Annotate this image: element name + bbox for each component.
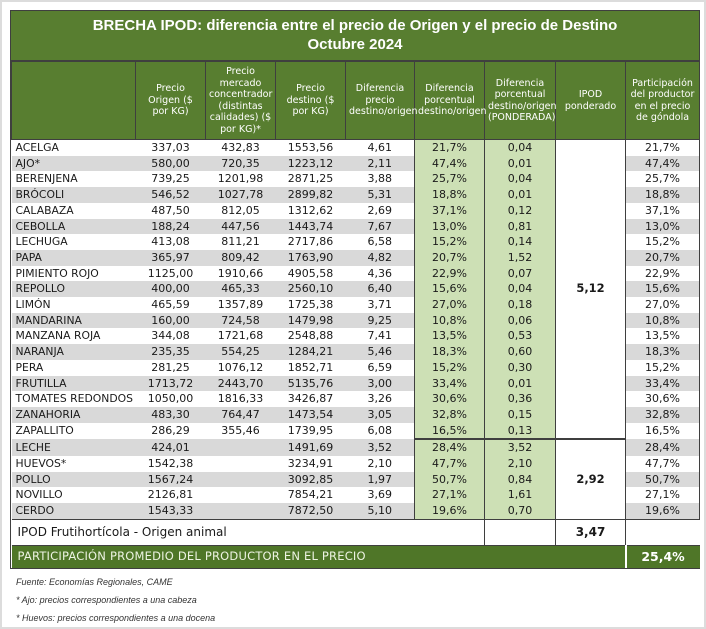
cell-dif_precio: 4,61 <box>346 140 415 156</box>
col-header-precio-destino: Precio destino ($ por KG) <box>276 62 346 140</box>
cell-dif_pct: 18,3% <box>415 344 485 360</box>
cell-dif_pct: 13,0% <box>415 219 485 235</box>
cell-destino: 3092,85 <box>276 472 346 488</box>
cell-dif_pct: 37,1% <box>415 203 485 219</box>
footnote-huevos: * Huevos: precios correspondientes a una docena <box>16 613 216 623</box>
cell-mercado: 1721,68 <box>206 328 276 344</box>
table-row <box>12 376 700 392</box>
cell-dif_pct_pond: 0,60 <box>485 344 556 360</box>
corner-cell <box>12 62 136 140</box>
cell-name: LECHUGA <box>12 234 136 250</box>
cell-participacion: 13,5% <box>626 328 700 344</box>
cell-destino: 3234,91 <box>276 456 346 472</box>
cell-participacion: 25,7% <box>626 171 700 187</box>
cell-mercado <box>206 472 276 488</box>
cell-destino: 1852,71 <box>276 360 346 376</box>
participation-bar-label: PARTICIPACIÓN PROMEDIO DEL PRODUCTOR EN EL PRECIO <box>12 545 626 568</box>
cell-ipod <box>556 313 626 329</box>
cell-ipod <box>556 219 626 235</box>
cell-origen: 344,08 <box>136 328 206 344</box>
participation-bar-value: 25,4% <box>626 545 700 568</box>
cell-participacion: 32,8% <box>626 407 700 423</box>
cell-mercado: 447,56 <box>206 219 276 235</box>
cell-dif_pct: 15,2% <box>415 360 485 376</box>
table-row <box>12 472 700 488</box>
cell-destino: 1312,62 <box>276 203 346 219</box>
cell-ipod <box>556 297 626 313</box>
cell-dif_precio: 5,46 <box>346 344 415 360</box>
cell-name: PIMIENTO ROJO <box>12 266 136 282</box>
cell-dif_pct: 30,6% <box>415 391 485 407</box>
cell-ipod <box>556 234 626 250</box>
cell-name: MANDARINA <box>12 313 136 329</box>
cell-participacion: 15,6% <box>626 281 700 297</box>
table-row <box>12 456 700 472</box>
summary-pond-cell <box>485 519 556 545</box>
cell-destino: 1763,90 <box>276 250 346 266</box>
cell-dif_pct: 27,1% <box>415 487 485 503</box>
cell-mercado: 724,58 <box>206 313 276 329</box>
footnote-source: Fuente: Economías Regionales, CAME <box>16 577 173 587</box>
table-row <box>12 171 700 187</box>
cell-dif_pct_pond: 0,84 <box>485 472 556 488</box>
cell-origen: 337,03 <box>136 140 206 156</box>
cell-mercado: 811,21 <box>206 234 276 250</box>
cell-name: PAPA <box>12 250 136 266</box>
cell-destino: 7872,50 <box>276 503 346 519</box>
report-title: BRECHA IPOD: diferencia entre el precio de Origen y el precio de Destino <box>92 17 618 34</box>
cell-origen: 487,50 <box>136 203 206 219</box>
table-row <box>12 203 700 219</box>
cell-dif_precio: 6,40 <box>346 281 415 297</box>
cell-mercado: 2443,70 <box>206 376 276 392</box>
cell-dif_precio: 5,10 <box>346 503 415 519</box>
cell-origen: 739,25 <box>136 171 206 187</box>
table-row <box>12 487 700 503</box>
cell-participacion: 37,1% <box>626 203 700 219</box>
cell-participacion: 27,1% <box>626 487 700 503</box>
cell-name: ACELGA <box>12 140 136 156</box>
cell-dif_pct: 47,7% <box>415 456 485 472</box>
cell-dif_pct_pond: 2,10 <box>485 456 556 472</box>
cell-ipod <box>556 423 626 440</box>
cell-dif_pct: 13,5% <box>415 328 485 344</box>
cell-origen: 286,29 <box>136 423 206 440</box>
table-row <box>12 328 700 344</box>
cell-participacion: 30,6% <box>626 391 700 407</box>
cell-dif_pct_pond: 0,01 <box>485 187 556 203</box>
cell-dif_pct_pond: 0,14 <box>485 234 556 250</box>
table-row <box>12 281 700 297</box>
cell-participacion: 33,4% <box>626 376 700 392</box>
cell-dif_pct: 32,8% <box>415 407 485 423</box>
cell-ipod <box>556 328 626 344</box>
cell-destino: 5135,76 <box>276 376 346 392</box>
cell-name: FRUTILLA <box>12 376 136 392</box>
report-title-block <box>11 11 699 61</box>
cell-origen: 235,35 <box>136 344 206 360</box>
cell-dif_pct: 10,8% <box>415 313 485 329</box>
cell-destino: 4905,58 <box>276 266 346 282</box>
cell-origen: 1125,00 <box>136 266 206 282</box>
cell-dif_precio: 5,31 <box>346 187 415 203</box>
cell-name: HUEVOS* <box>12 456 136 472</box>
cell-destino: 1479,98 <box>276 313 346 329</box>
cell-origen: 424,01 <box>136 439 206 456</box>
cell-dif_pct_pond: 0,04 <box>485 140 556 156</box>
cell-dif_pct: 47,4% <box>415 156 485 172</box>
cell-mercado: 465,33 <box>206 281 276 297</box>
cell-origen: 1567,24 <box>136 472 206 488</box>
summary-ipod-value: 3,47 <box>556 519 626 545</box>
cell-mercado <box>206 503 276 519</box>
table-row <box>12 266 700 282</box>
cell-origen: 281,25 <box>136 360 206 376</box>
cell-name: AJO* <box>12 156 136 172</box>
cell-dif_pct: 19,6% <box>415 503 485 519</box>
table-row <box>12 391 700 407</box>
cell-ipod: 2,92 <box>556 472 626 488</box>
cell-origen: 1050,00 <box>136 391 206 407</box>
cell-mercado <box>206 439 276 456</box>
participation-bar <box>12 545 700 568</box>
cell-participacion: 50,7% <box>626 472 700 488</box>
cell-ipod <box>556 171 626 187</box>
cell-name: MANZANA ROJA <box>12 328 136 344</box>
cell-name: PERA <box>12 360 136 376</box>
cell-destino: 1739,95 <box>276 423 346 440</box>
cell-name: TOMATES REDONDOS <box>12 391 136 407</box>
table-row <box>12 140 700 156</box>
cell-participacion: 16,5% <box>626 423 700 440</box>
cell-dif_precio: 2,11 <box>346 156 415 172</box>
col-header-ipod-ponderado: IPOD ponderado <box>556 62 626 140</box>
cell-dif_pct_pond: 0,01 <box>485 156 556 172</box>
cell-mercado: 1201,98 <box>206 171 276 187</box>
cell-origen: 413,08 <box>136 234 206 250</box>
cell-destino: 1473,54 <box>276 407 346 423</box>
report-subtitle-month: Octubre 2024 <box>307 36 403 53</box>
cell-dif_precio: 6,08 <box>346 423 415 440</box>
cell-ipod <box>556 344 626 360</box>
cell-dif_precio: 3,88 <box>346 171 415 187</box>
cell-ipod <box>556 250 626 266</box>
cell-name: CALABAZA <box>12 203 136 219</box>
cell-origen: 400,00 <box>136 281 206 297</box>
cell-dif_precio: 3,05 <box>346 407 415 423</box>
cell-dif_pct: 18,8% <box>415 187 485 203</box>
cell-dif_pct: 50,7% <box>415 472 485 488</box>
cell-dif_precio: 4,36 <box>346 266 415 282</box>
cell-origen: 2126,81 <box>136 487 206 503</box>
table-row <box>12 313 700 329</box>
cell-participacion: 27,0% <box>626 297 700 313</box>
cell-destino: 3426,87 <box>276 391 346 407</box>
table-row <box>12 407 700 423</box>
cell-mercado: 720,35 <box>206 156 276 172</box>
col-header-participacion: Participación del productor en el precio de góndola <box>626 62 700 140</box>
cell-dif_precio: 2,69 <box>346 203 415 219</box>
cell-dif_precio: 7,41 <box>346 328 415 344</box>
cell-name: NARANJA <box>12 344 136 360</box>
price-gap-table <box>11 61 700 568</box>
cell-ipod <box>556 376 626 392</box>
cell-destino: 7854,21 <box>276 487 346 503</box>
cell-dif_precio: 2,10 <box>346 456 415 472</box>
cell-dif_precio: 3,69 <box>346 487 415 503</box>
cell-dif_pct: 21,7% <box>415 140 485 156</box>
cell-origen: 546,52 <box>136 187 206 203</box>
cell-dif_pct_pond: 0,06 <box>485 313 556 329</box>
ipod-report-table <box>10 10 700 569</box>
cell-participacion: 15,2% <box>626 360 700 376</box>
cell-dif_precio: 3,52 <box>346 439 415 456</box>
cell-name: LECHE <box>12 439 136 456</box>
cell-dif_pct_pond: 0,30 <box>485 360 556 376</box>
cell-ipod <box>556 503 626 519</box>
cell-dif_pct: 28,4% <box>415 439 485 456</box>
cell-mercado: 809,42 <box>206 250 276 266</box>
table-row <box>12 360 700 376</box>
cell-name: NOVILLO <box>12 487 136 503</box>
summary-row <box>12 519 700 545</box>
cell-dif_pct: 16,5% <box>415 423 485 440</box>
cell-dif_pct: 15,6% <box>415 281 485 297</box>
cell-dif_pct: 22,9% <box>415 266 485 282</box>
cell-dif_pct_pond: 0,53 <box>485 328 556 344</box>
cell-dif_precio: 4,82 <box>346 250 415 266</box>
cell-participacion: 18,3% <box>626 344 700 360</box>
cell-origen: 188,24 <box>136 219 206 235</box>
col-header-diferencia-precio: Diferencia precio destino/origen <box>346 62 415 140</box>
cell-dif_pct_pond: 0,36 <box>485 391 556 407</box>
cell-name: BRÓCOLI <box>12 187 136 203</box>
cell-name: ZAPALLITO <box>12 423 136 440</box>
cell-mercado: 1076,12 <box>206 360 276 376</box>
cell-destino: 1443,74 <box>276 219 346 235</box>
cell-dif_pct: 20,7% <box>415 250 485 266</box>
col-header-precio-mercado: Precio mercado concentrador (distintas calidades) ($ por KG)* <box>206 62 276 140</box>
cell-dif_pct_pond: 0,15 <box>485 407 556 423</box>
col-header-diferencia-ponderada: Diferencia porcentual destino/origen (PONDERADA) <box>485 62 556 140</box>
table-row <box>12 250 700 266</box>
cell-origen: 580,00 <box>136 156 206 172</box>
cell-dif_precio: 6,58 <box>346 234 415 250</box>
header-row <box>12 62 700 140</box>
cell-participacion: 47,7% <box>626 456 700 472</box>
cell-dif_precio: 6,59 <box>346 360 415 376</box>
cell-dif_precio: 9,25 <box>346 313 415 329</box>
cell-ipod <box>556 140 626 156</box>
cell-participacion: 13,0% <box>626 219 700 235</box>
cell-mercado <box>206 456 276 472</box>
cell-dif_pct_pond: 0,18 <box>485 297 556 313</box>
cell-dif_pct_pond: 0,01 <box>485 376 556 392</box>
table-row <box>12 439 700 456</box>
footnotes <box>16 577 215 629</box>
cell-mercado: 432,83 <box>206 140 276 156</box>
cell-origen: 483,30 <box>136 407 206 423</box>
cell-ipod: 5,12 <box>556 281 626 297</box>
cell-dif_pct: 33,4% <box>415 376 485 392</box>
table-row <box>12 344 700 360</box>
cell-participacion: 19,6% <box>626 503 700 519</box>
cell-dif_pct_pond: 0,04 <box>485 171 556 187</box>
cell-mercado: 1357,89 <box>206 297 276 313</box>
cell-destino: 1553,56 <box>276 140 346 156</box>
cell-dif_pct: 15,2% <box>415 234 485 250</box>
cell-dif_pct_pond: 0,04 <box>485 281 556 297</box>
table-row <box>12 187 700 203</box>
cell-name: BERENJENA <box>12 171 136 187</box>
cell-participacion: 21,7% <box>626 140 700 156</box>
table-row <box>12 297 700 313</box>
cell-origen: 465,59 <box>136 297 206 313</box>
cell-ipod <box>556 187 626 203</box>
cell-mercado: 812,05 <box>206 203 276 219</box>
cell-name: CEBOLLA <box>12 219 136 235</box>
cell-participacion: 10,8% <box>626 313 700 329</box>
cell-ipod <box>556 487 626 503</box>
cell-ipod <box>556 203 626 219</box>
cell-participacion: 47,4% <box>626 156 700 172</box>
cell-destino: 1223,12 <box>276 156 346 172</box>
cell-mercado: 1816,33 <box>206 391 276 407</box>
cell-destino: 1491,69 <box>276 439 346 456</box>
cell-ipod <box>556 407 626 423</box>
table-body <box>12 140 700 520</box>
table-row <box>12 503 700 519</box>
cell-dif_pct: 25,7% <box>415 171 485 187</box>
cell-mercado: 764,47 <box>206 407 276 423</box>
cell-mercado <box>206 487 276 503</box>
cell-ipod <box>556 156 626 172</box>
cell-dif_pct: 27,0% <box>415 297 485 313</box>
cell-dif_pct_pond: 0,70 <box>485 503 556 519</box>
cell-destino: 2717,86 <box>276 234 346 250</box>
cell-destino: 1725,38 <box>276 297 346 313</box>
cell-dif_precio: 1,97 <box>346 472 415 488</box>
cell-destino: 2871,25 <box>276 171 346 187</box>
table-row <box>12 423 700 440</box>
cell-participacion: 15,2% <box>626 234 700 250</box>
cell-origen: 1713,72 <box>136 376 206 392</box>
cell-dif_pct_pond: 3,52 <box>485 439 556 456</box>
table-row <box>12 234 700 250</box>
cell-participacion: 18,8% <box>626 187 700 203</box>
cell-participacion: 22,9% <box>626 266 700 282</box>
summary-part-cell <box>626 519 700 545</box>
cell-ipod <box>556 391 626 407</box>
cell-origen: 365,97 <box>136 250 206 266</box>
footnote-ajo: * Ajo: precios correspondientes a una cabeza <box>16 595 197 605</box>
cell-dif_precio: 3,26 <box>346 391 415 407</box>
cell-dif_pct_pond: 0,81 <box>485 219 556 235</box>
cell-origen: 1542,38 <box>136 456 206 472</box>
table-row <box>12 219 700 235</box>
cell-name: POLLO <box>12 472 136 488</box>
summary-label: IPOD Frutihortícola - Origen animal <box>12 519 485 545</box>
cell-dif_precio: 3,71 <box>346 297 415 313</box>
cell-name: LIMÓN <box>12 297 136 313</box>
cell-participacion: 28,4% <box>626 439 700 456</box>
cell-mercado: 355,46 <box>206 423 276 440</box>
cell-participacion: 20,7% <box>626 250 700 266</box>
cell-dif_pct_pond: 0,07 <box>485 266 556 282</box>
cell-ipod <box>556 266 626 282</box>
cell-destino: 2548,88 <box>276 328 346 344</box>
cell-dif_pct_pond: 0,13 <box>485 423 556 440</box>
table-row <box>12 156 700 172</box>
cell-origen: 160,00 <box>136 313 206 329</box>
cell-dif_pct_pond: 1,52 <box>485 250 556 266</box>
cell-destino: 2899,82 <box>276 187 346 203</box>
cell-dif_precio: 3,00 <box>346 376 415 392</box>
cell-dif_pct_pond: 0,12 <box>485 203 556 219</box>
cell-ipod <box>556 360 626 376</box>
cell-destino: 1284,21 <box>276 344 346 360</box>
cell-name: ZANAHORIA <box>12 407 136 423</box>
cell-ipod <box>556 439 626 456</box>
cell-dif_precio: 7,67 <box>346 219 415 235</box>
cell-destino: 2560,10 <box>276 281 346 297</box>
cell-dif_pct_pond: 1,61 <box>485 487 556 503</box>
cell-ipod <box>556 456 626 472</box>
cell-mercado: 1910,66 <box>206 266 276 282</box>
cell-origen: 1543,33 <box>136 503 206 519</box>
cell-mercado: 1027,78 <box>206 187 276 203</box>
cell-mercado: 554,25 <box>206 344 276 360</box>
cell-name: REPOLLO <box>12 281 136 297</box>
col-header-precio-origen: Precio Origen ($ por KG) <box>136 62 206 140</box>
col-header-diferencia-porcentual: Diferencia porcentual destino/origen <box>415 62 485 140</box>
cell-name: CERDO <box>12 503 136 519</box>
